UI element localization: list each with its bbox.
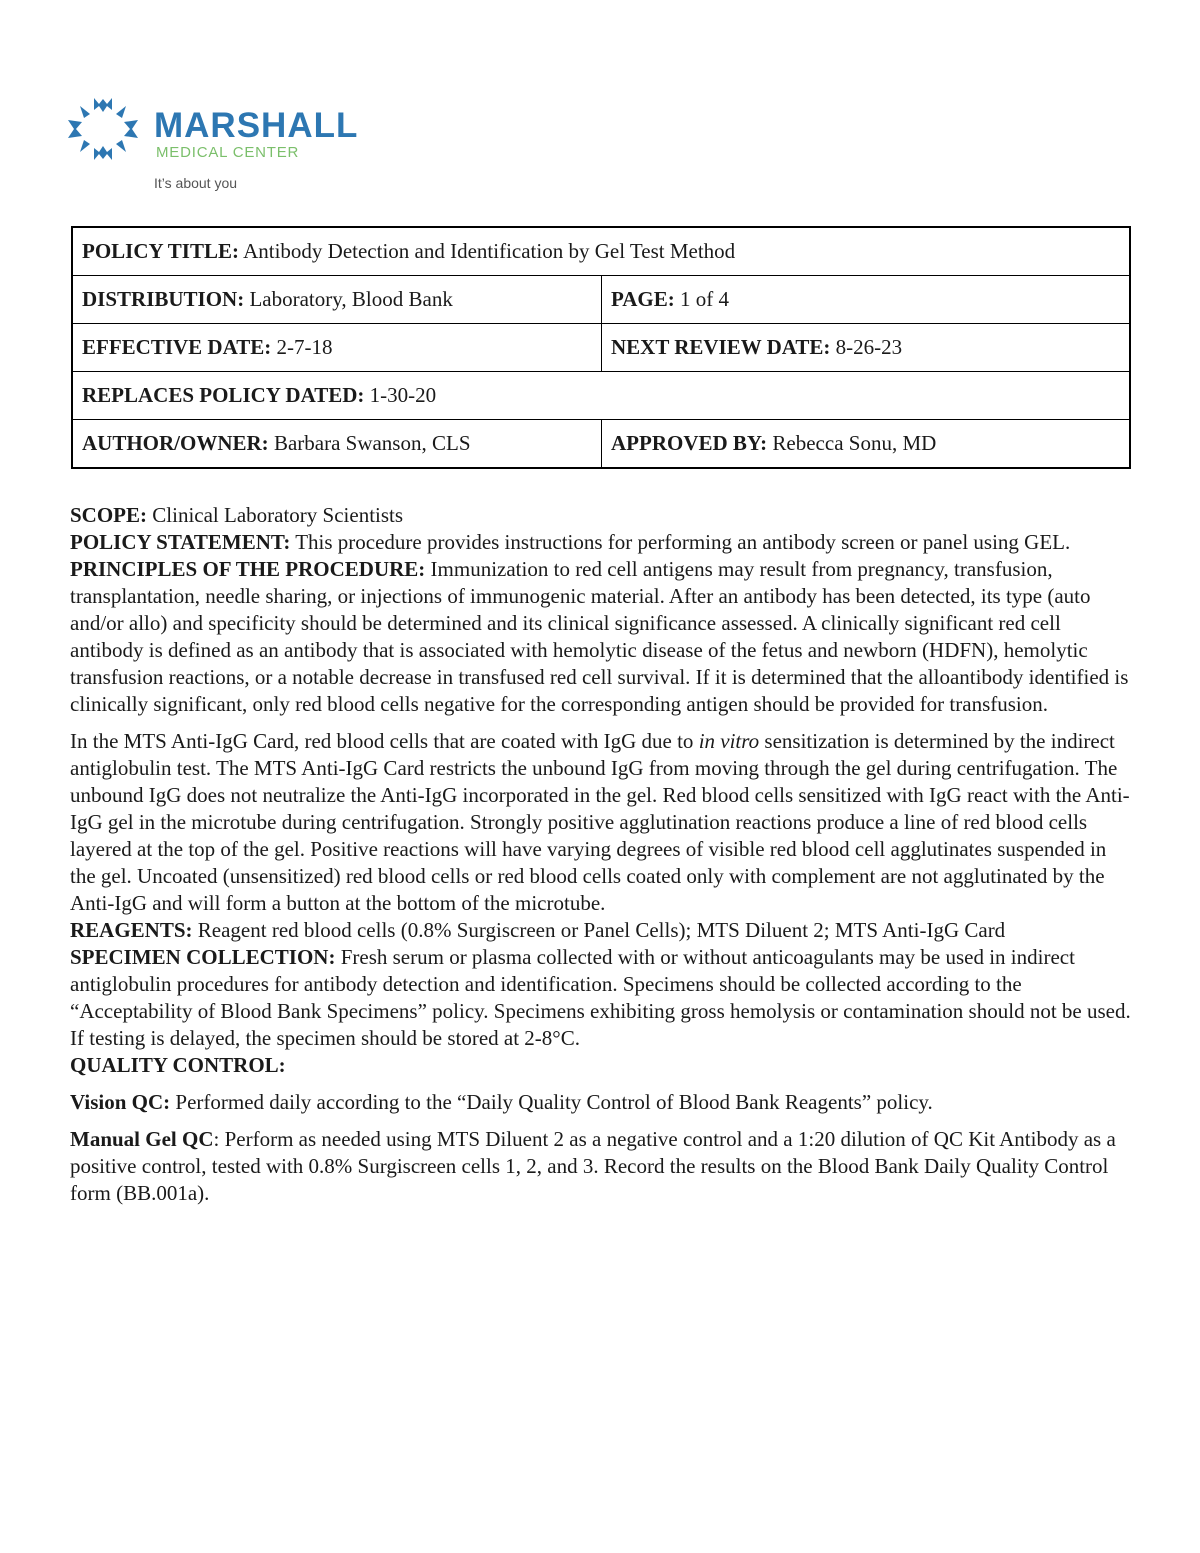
next-review-label: NEXT REVIEW DATE: [611, 335, 831, 359]
manual-gel-qc-label: Manual Gel QC [70, 1127, 214, 1151]
logo-tagline: It’s about you [154, 175, 238, 191]
author-label: AUTHOR/OWNER: [82, 431, 269, 455]
reagents-paragraph [70, 917, 1132, 944]
author-cell [72, 420, 602, 469]
replaces-row [72, 372, 1130, 420]
distribution-row [72, 276, 1130, 324]
vision-qc-label: Vision QC: [70, 1090, 171, 1114]
logo-subtitle: MEDICAL CENTER [156, 144, 300, 161]
page-value: 1 of 4 [680, 287, 730, 311]
vision-qc-paragraph [70, 1089, 1132, 1116]
scope-text: Clinical Laboratory Scientists [152, 503, 404, 527]
specimen-paragraph [70, 944, 1132, 1052]
mts-paragraph [70, 728, 1132, 917]
manual-gel-qc-text: : Perform as needed using MTS Diluent 2 as a negative control and a 1:20 dilution of QC Kit Antibody as a positive control, tested with 0.8% Surgiscreen cells 1, 2, and 3. Record the results on the Blood Bank Daily Quality Control form (BB.001a). [70, 1127, 1116, 1205]
author-row [72, 420, 1130, 469]
reagents-text: Reagent red blood cells (0.8% Surgiscreen or Panel Cells); MTS Diluent 2; MTS Anti-IgG Card [197, 918, 1006, 942]
approved-cell [602, 420, 1131, 469]
specimen-label: SPECIMEN COLLECTION: [70, 945, 336, 969]
dates-row [72, 324, 1130, 372]
next-review-cell [602, 324, 1131, 372]
approved-value: Rebecca Sonu, MD [772, 431, 937, 455]
scope-paragraph [70, 502, 1132, 529]
policy-title-label: POLICY TITLE: [82, 239, 239, 263]
effective-date-cell [72, 324, 602, 372]
policy-header-table [71, 226, 1131, 469]
marshall-m-star-icon [66, 96, 140, 162]
policy-title-row [72, 227, 1130, 276]
replaces-cell [72, 372, 1130, 420]
scope-label: SCOPE: [70, 503, 148, 527]
effective-date-value: 2-7-18 [276, 335, 333, 359]
replaces-value: 1-30-20 [369, 383, 437, 407]
distribution-cell [72, 276, 602, 324]
principles-text: Immunization to red cell antigens may result from pregnancy, transfusion, transplantation, needle sharing, or injections of immunogenic material. After an antibody has been detected, its type (auto and/or allo) and specificity should be determined and its clinical significance assessed. A clinically significant red cell antibody is defined as an antibody that is associated with hemolytic disease of the fetus and newborn (HDFN), hemolytic transfusion reactions, or a notable decrease in transfused red cell survival. If it is determined that the alloantibody identified is clinically significant, only red blood cells negative for the corresponding antigen should be provided for transfusion. [70, 557, 1129, 716]
quality-control-heading [70, 1052, 1132, 1079]
principles-paragraph [70, 556, 1132, 718]
approved-label: APPROVED BY: [611, 431, 768, 455]
page-label: PAGE: [611, 287, 675, 311]
distribution-label: DISTRIBUTION: [82, 287, 245, 311]
policy-body [70, 502, 1132, 1207]
vision-qc-text: Performed daily according to the “Daily Quality Control of Blood Bank Reagents” policy. [175, 1090, 933, 1114]
logo-name: MARSHALL [154, 106, 359, 145]
replaces-label: REPLACES POLICY DATED: [82, 383, 365, 407]
specimen-text: Fresh serum or plasma collected with or without anticoagulants may be used in indirect antiglobulin procedures for antibody detection and identification. Specimens should be collected according to the “Acceptability of Blood Bank Specimens” policy. Specimens exhibiting gross hemolysis or contamination should not be used. If testing is delayed, the specimen should be stored at 2-8°C. [70, 945, 1131, 1050]
author-value: Barbara Swanson, CLS [273, 431, 471, 455]
distribution-value: Laboratory, Blood Bank [249, 287, 453, 311]
mts-italic-text: in vitro [698, 729, 760, 753]
manual-gel-qc-paragraph [70, 1126, 1132, 1207]
page-cell [602, 276, 1131, 324]
principles-label: PRINCIPLES OF THE PROCEDURE: [70, 557, 426, 581]
marshall-logo [66, 96, 386, 196]
mts-rest-text: sensitization is determined by the indirect antiglobulin test. The MTS Anti-IgG Card restricts the unbound IgG from moving through the gel during centrifugation. The unbound IgG does not neutralize the Anti-IgG incorporated in the gel. Red blood cells sensitized with IgG react with the Anti-IgG gel in the microtube during centrifugation. Strongly positive agglutination reactions produce a line of red blood cells layered at the top of the gel. Positive reactions will have varying degrees of visible red blood cell agglutinates suspended in the gel. Uncoated (unsensitized) red blood cells or red blood cells coated only with complement are not agglutinated by the Anti-IgG and will form a button at the bottom of the microtube. [70, 729, 1130, 915]
policy-statement-text: This procedure provides instructions for performing an antibody screen or panel using GEL. [295, 530, 1071, 554]
policy-title-cell [72, 227, 1130, 276]
policy-statement-paragraph [70, 529, 1132, 556]
next-review-value: 8-26-23 [835, 335, 903, 359]
reagents-label: REAGENTS: [70, 918, 193, 942]
policy-statement-label: POLICY STATEMENT: [70, 530, 291, 554]
policy-title-value: Antibody Detection and Identification by Gel Test Method [243, 239, 736, 263]
effective-date-label: EFFECTIVE DATE: [82, 335, 272, 359]
mts-intro-text: In the MTS Anti-IgG Card, red blood cells that are coated with IgG due to [70, 729, 694, 753]
quality-control-label: QUALITY CONTROL: [70, 1053, 286, 1077]
